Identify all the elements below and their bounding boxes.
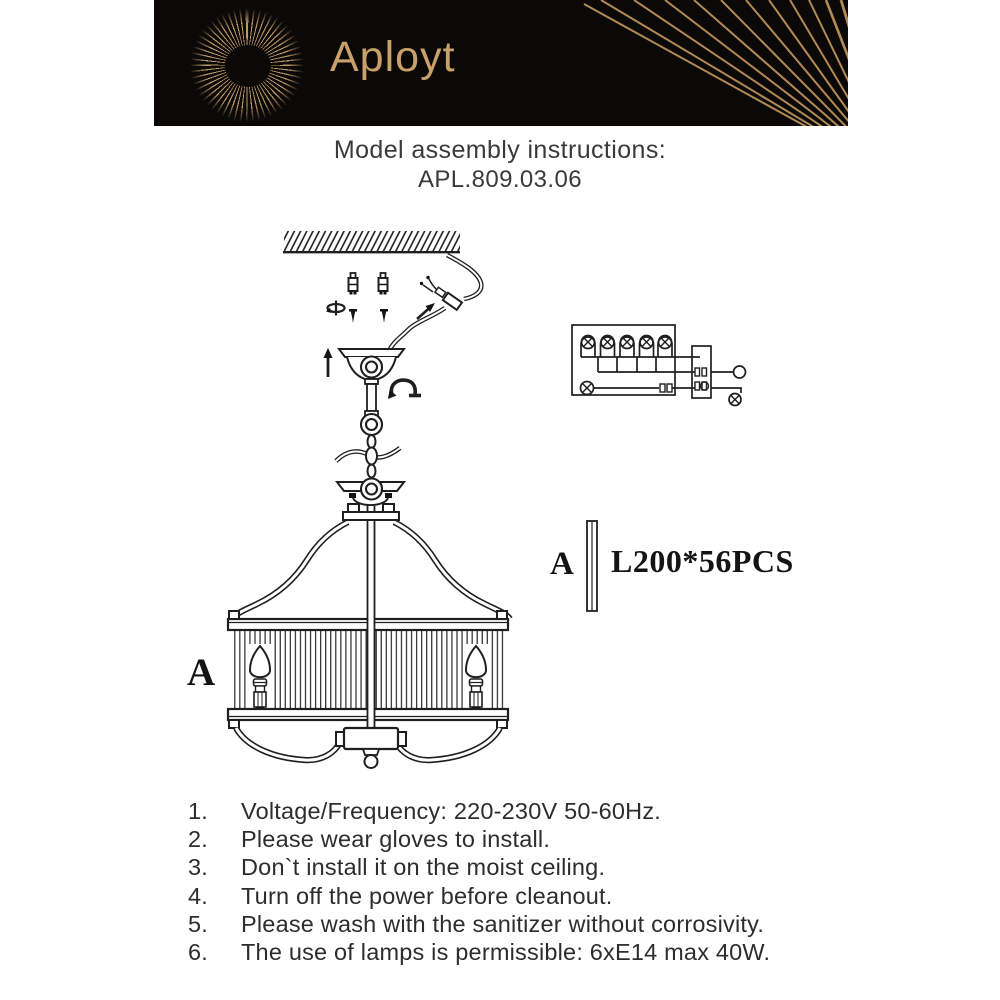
wiring-schematic bbox=[572, 325, 746, 406]
ceiling-canopy-icon bbox=[339, 349, 404, 435]
instruction-item bbox=[188, 938, 770, 966]
power-node-icon bbox=[734, 366, 746, 378]
up-arrow-icon bbox=[324, 348, 333, 377]
lamp-symbol-icon bbox=[581, 382, 594, 395]
ceiling-hatch-icon bbox=[283, 231, 460, 252]
instruction-item bbox=[188, 910, 770, 938]
screw-icon bbox=[349, 309, 388, 323]
instruction-list bbox=[188, 797, 770, 966]
instruction-text: Please wash with the sanitizer without corrosivity. bbox=[241, 910, 765, 937]
instruction-text: The use of lamps is permissible: 6xE14 max 40W. bbox=[241, 938, 771, 965]
brand-logo-text: Aployt bbox=[330, 33, 456, 81]
instruction-number: 5. bbox=[188, 910, 208, 937]
page-title: Model assembly instructions: bbox=[333, 136, 667, 164]
instruction-item bbox=[188, 853, 770, 881]
suspension-chain-icon bbox=[336, 435, 400, 478]
instruction-text: Turn off the power before cleanout. bbox=[241, 882, 613, 909]
instruction-item bbox=[188, 825, 770, 853]
candle-bulb-icon bbox=[247, 644, 273, 711]
shade-label-a: A bbox=[187, 651, 216, 694]
instruction-text: Please wear gloves to install. bbox=[241, 826, 551, 853]
center-rod-icon bbox=[368, 506, 375, 730]
hook-icon bbox=[388, 380, 421, 399]
lamp-symbol-icon bbox=[729, 394, 741, 406]
model-number: APL.809.03.06 bbox=[417, 166, 582, 193]
instruction-number: 1. bbox=[188, 798, 208, 824]
chandelier-cap-icon bbox=[337, 479, 404, 506]
instruction-item bbox=[188, 797, 770, 825]
instruction-text: Voltage/Frequency: 220-230V 50-60Hz. bbox=[241, 798, 662, 824]
legend-part-spec: L200*56PCS bbox=[611, 543, 794, 579]
mains-wire-icon bbox=[389, 255, 481, 351]
legend-label-a: A bbox=[550, 546, 574, 582]
instruction-text: Don`t install it on the moist ceiling. bbox=[241, 854, 606, 881]
crystal-rod-icon bbox=[587, 521, 597, 611]
instruction-number: 4. bbox=[188, 882, 208, 909]
rotate-arrow-icon bbox=[326, 301, 345, 316]
wall-anchor-icon bbox=[349, 273, 388, 295]
hub-finial-icon bbox=[336, 728, 406, 768]
instruction-number: 6. bbox=[188, 938, 208, 965]
terminal-block-icon bbox=[692, 346, 711, 398]
instruction-item bbox=[188, 882, 770, 910]
instruction-number: 2. bbox=[188, 826, 208, 853]
candle-bulb-icon bbox=[463, 644, 489, 711]
instruction-number: 3. bbox=[188, 854, 208, 881]
